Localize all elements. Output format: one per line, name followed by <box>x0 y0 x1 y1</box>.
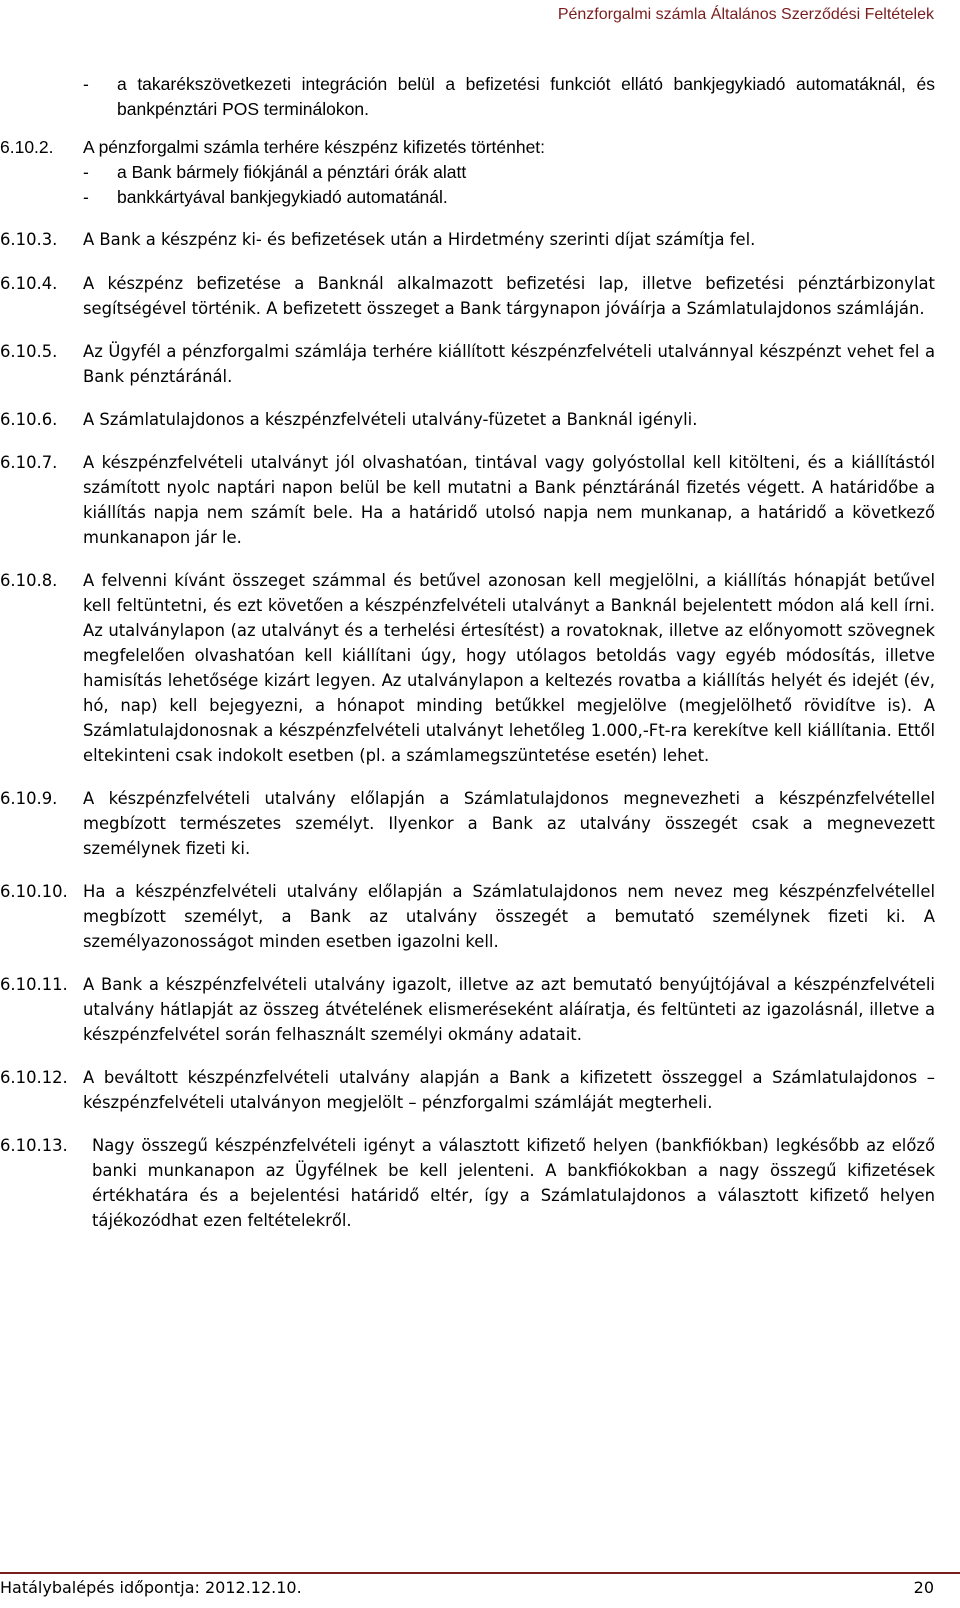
page-header: Pénzforgalmi számla Általános Szerződési Feltételek <box>557 6 934 23</box>
section-number: 6.10.12. <box>0 1068 68 1087</box>
section-text: A készpénz befizetése a Banknál alkalmazott befizetési lap, illetve befizetési pénztárbizonylat segítségével történik. A befizetett összeget a Bank tárgynapon jóváírja a Számlatulajdonos számláján. <box>83 274 935 318</box>
section-6-10-6 <box>0 407 935 432</box>
section-text: Az Ügyfél a pénzforgalmi számlája terhére kiállított készpénzfelvételi utalvánnyal készpénzt vehet fel a Bank pénztáránál. <box>83 342 935 386</box>
list-item <box>83 185 935 210</box>
section-6-10-9 <box>0 786 935 861</box>
section-6-10-11 <box>0 972 935 1047</box>
effective-date: Hatálybalépés időpontja: 2012.12.10. <box>0 1578 302 1597</box>
section-6-10-10 <box>0 879 935 954</box>
section-text: A pénzforgalmi számla terhére készpénz kifizetés történhet: <box>83 137 546 157</box>
list-item <box>83 160 935 185</box>
section-text: A beváltott készpénzfelvételi utalvány alapján a Bank a kifizetett összeggel a Számlatulajdonos – készpénzfelvételi utalványon megjelölt – pénzforgalmi számláját megterheli. <box>83 1068 935 1112</box>
list-dash: - <box>83 187 89 207</box>
section-number: 6.10.7. <box>0 453 58 472</box>
section-6-10-5 <box>0 339 935 389</box>
section-number: 6.10.5. <box>0 342 58 361</box>
list-item-text: a Bank bármely fiókjánál a pénztári órák alatt <box>117 162 467 182</box>
section-number: 6.10.11. <box>0 975 68 994</box>
section-6-10-4 <box>0 271 935 321</box>
section-6-10-8 <box>0 568 935 768</box>
section-number: 6.10.8. <box>0 571 58 590</box>
section-6-10-7 <box>0 450 935 550</box>
section-number: 6.10.13. <box>0 1136 68 1155</box>
section-number: 6.10.10. <box>0 882 68 901</box>
section-text: Nagy összegű készpénzfelvételi igényt a választott kifizető helyen (bankfiókban) legkésőbb az előző banki munkanapon az Ügyfélnek be kell jelenteni. A bankfiókokban a nagy összegű kifizetések értékhatára és a bejelentési határidő eltér, így a Számlatulajdonos a választott kifizető helyen tájékozódhat ezen feltételekről. <box>92 1136 935 1230</box>
footer-rule <box>0 1572 960 1574</box>
list-dash: - <box>83 162 89 182</box>
list-dash: - <box>83 74 89 94</box>
intro-list <box>83 72 935 122</box>
section-text: A készpénzfelvételi utalvány előlapján a Számlatulajdonos megnevezheti a készpénzfelvétellel megbízott természetes személyt. Ilyenkor a Bank az utalvány összegét csak a megnevezett személynek fizeti ki. <box>83 789 935 858</box>
section-text: A Számlatulajdonos a készpénzfelvételi utalvány-füzetet a Banknál igényli. <box>83 410 698 429</box>
section-text: A felvenni kívánt összeget számmal és betűvel azonosan kell megjelölni, a kiállítás hónapját betűvel kell feltüntetni, és ezt követően a készpénzfelvételi utalványt a Banknál bejelentett módon alá kell írni. Az utalványlapon (az utalványt és a terhelési értesítést) a rovatoknak, illetve az előnyomott szövegnek megfelelően olvashatóan kell kiállítani úgy, hogy utólagos betoldás vagy egyéb módosítás, illetve hamisítás lehetősége kizárt legyen. Az utalványlapon a keltezés rovatba a kiállítás helyét és idejét (év, hó, nap) kell bejegyezni, a hónapot minding betűkkel megjelölve (megjelölhető rövidítve is). A Számlatulajdonosnak a készpénzfelvételi utalványt lehetőleg 1.000,-Ft-ra kerekítve kell kiállítania. Ettől eltekinteni csak indokolt esetben (pl. a számlamegszüntetése esetén) lehet. <box>83 571 935 765</box>
list-item-text: a takarékszövetkezeti integráción belül a befizetési funkciót ellátó bankjegykiadó automatáknál, és bankpénztári POS terminálokon. <box>117 74 935 119</box>
section-number: 6.10.2. <box>0 137 54 157</box>
section-text: A készpénzfelvételi utalványt jól olvashatóan, tintával vagy golyóstollal kell kitölteni, és a kiállítástól számított nyolc naptári napon belül be kell mutatni a Bank pénztáránál fizetés végett. A határidőbe a kiállítás napja nem számít bele. Ha a határidő utolsó napja nem munkanap, a határidő a következő munkanapon jár le. <box>83 453 935 547</box>
page-number: 20 <box>913 1578 934 1597</box>
section-number: 6.10.3. <box>0 230 58 249</box>
list-item <box>83 72 935 122</box>
section-6-10-12 <box>0 1065 935 1115</box>
section-sublist <box>83 160 935 210</box>
section-number: 6.10.9. <box>0 789 58 808</box>
section-text: A Bank a készpénzfelvételi utalvány igazolt, illetve az azt bemutató benyújtójával a készpénzfelvételi utalvány hátlapját az összeg átvételének elismeréseként aláíratja, és feltünteti az igazolásnál, illetve a készpénzfelvétel során felhasznált személyi okmány adatait. <box>83 975 935 1044</box>
list-item-text: bankkártyával bankjegykiadó automatánál. <box>117 187 448 207</box>
section-number: 6.10.4. <box>0 274 58 293</box>
section-number: 6.10.6. <box>0 410 58 429</box>
section-text: Ha a készpénzfelvételi utalvány előlapján a Számlatulajdonos nem nevez meg készpénzfelvétellel megbízott személyt, a Bank az utalvány összegét a bemutató személynek fizeti ki. A személyazonosságot minden esetben igazolni kell. <box>83 882 935 951</box>
section-6-10-13 <box>0 1133 935 1233</box>
document-body <box>0 72 935 1233</box>
section-6-10-2 <box>0 135 935 210</box>
section-6-10-3 <box>0 227 935 252</box>
section-text: A Bank a készpénz ki- és befizetések után a Hirdetmény szerinti díjat számítja fel. <box>83 230 756 249</box>
